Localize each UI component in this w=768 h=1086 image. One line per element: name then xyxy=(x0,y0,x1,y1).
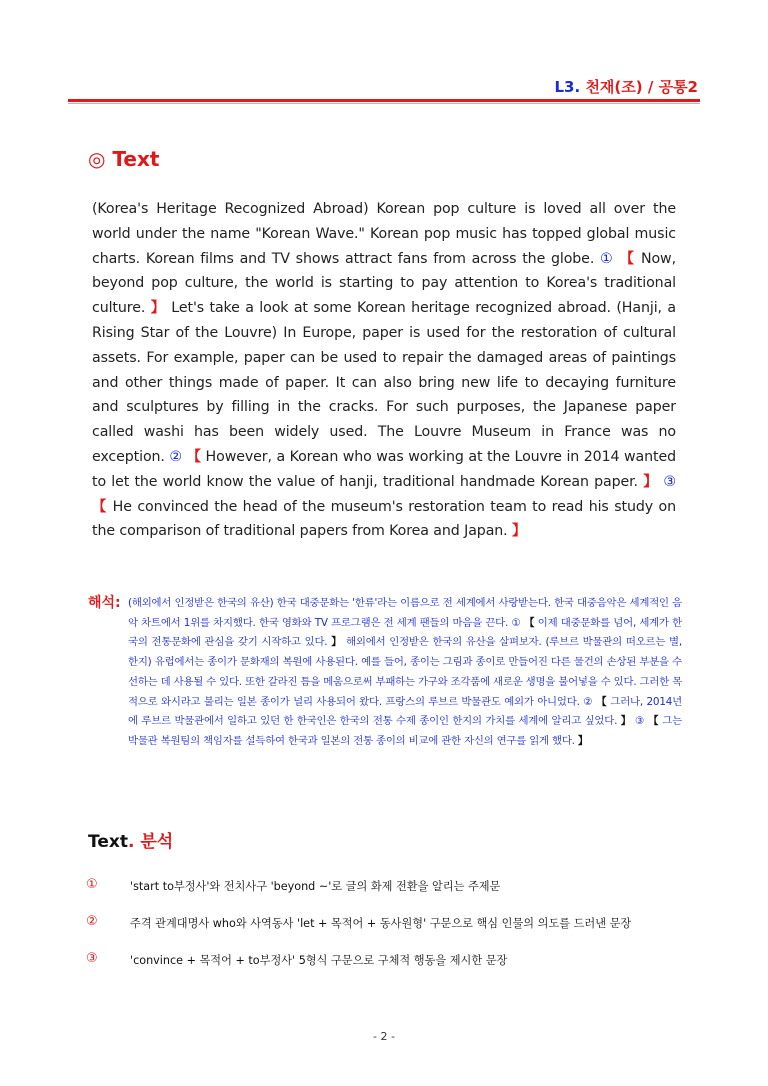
analysis-text: 'start to부정사'와 전치사구 'beyond ~'로 글의 화제 전환을 알리는 주제문 xyxy=(130,880,501,893)
analysis-title-suffix: . 분석 xyxy=(127,832,174,852)
section-title-text: ◎ Text xyxy=(88,147,160,171)
translation-sentence-3: 그는 박물관 복원팀의 책임자를 설득하여 한국과 일본의 전통 종이의 비교에 관한 자신의 연구를 읽게 했다. xyxy=(128,715,682,747)
passage-seg2: Let's take a look at some Korean heritage recognized abroad. (Hanji, a Rising Star of the Louvre) In Europe, paper is used for the restoration of cultural assets. For example, paper can be used to repair the damaged areas of paintings and other things made of paper. It can also bring new life to decaying furniture and sculptures by filling in the cracks. For such purposes, the Japanese paper called washi has been widely used. The Louvre Museum in France was no exception. xyxy=(92,300,676,465)
translation-sentence-1: 이제 대중문화를 넘어, 세계가 한국의 전통문화에 관심을 갖기 시작하고 있다. xyxy=(128,616,683,649)
translation xyxy=(128,594,682,752)
header-rule-shadow xyxy=(68,103,700,104)
key-sentence-2: However, a Korean who was working at the Louvre in 2014 wanted to let the world know the value of hanji, traditional handmade Korean paper. xyxy=(92,448,676,490)
header-slash: / xyxy=(647,78,654,96)
analysis-number: ① xyxy=(86,877,98,892)
analysis-item xyxy=(86,877,696,914)
open-bracket: 【 xyxy=(524,616,535,629)
marker-2: ② xyxy=(169,448,183,465)
open-bracket: 【 xyxy=(92,498,108,515)
key-sentence-1: Now, beyond pop culture, the world is starting to pay attention to Korea's traditional culture. xyxy=(92,250,676,317)
analysis-item xyxy=(86,914,696,951)
translation-sentence-2: 그러나, 2014년에 루브르 박물관에서 일하고 있던 한 한국인은 한국의 전통 수제 종이인 한지의 가치를 세계에 알리고 싶었다. xyxy=(128,695,682,728)
analysis-number: ② xyxy=(86,914,98,929)
marker-3: ③ xyxy=(634,715,645,728)
common-label: 공통2 xyxy=(658,78,698,96)
marker-2: ② xyxy=(583,695,593,708)
publisher-label: 천재(조) xyxy=(585,78,643,96)
analysis-title xyxy=(88,827,173,852)
marker-3: ③ xyxy=(663,473,676,490)
analysis-text: 주격 관계대명사 who와 사역동사 'let + 목적어 + 동사원형' 구문으로 핵심 인물의 의도를 드러낸 문장 xyxy=(130,917,632,930)
header-rule xyxy=(68,99,700,102)
key-sentence-3: He convinced the head of the museum's restoration team to read his study on the comparison of traditional papers from Korea and Japan. xyxy=(92,498,676,540)
close-bracket: 】 xyxy=(643,473,659,490)
passage-seg1: (Korea's Heritage Recognized Abroad) Korean pop culture is loved all over the world under the name "Korean Wave." Korean pop music has topped global music charts. Korean films and TV shows attract fans from across the globe. xyxy=(92,201,676,267)
translation-label: 해석: xyxy=(88,595,121,611)
marker-1: ① xyxy=(600,250,614,267)
translation-seg2: 해외에서 인정받은 한국의 유산을 살펴보자. (루브르 박물관의 떠오르는 별, 한지) 유럽에서는 종이가 문화재의 복원에 사용된다. 예를 들어, 종이는 그림과 종이로 만들어진 다른 물건의 손상된 부분을 수선하는 데 사용될 수 있다. 또한 갈라진 틈을 메움으로써 부패하는 가구와 조각품에 새로운 생명을 불어넣을 수 있다. 그러한 목적으로 와시라고 불리는 일본 종이가 널리 사용되어 왔다. 프랑스의 루브르 박물관도 예외가 아니었다. xyxy=(128,636,682,708)
page-number: - 2 - xyxy=(373,1030,395,1043)
close-bracket: 】 xyxy=(331,636,343,649)
analysis-list xyxy=(86,877,696,988)
passage xyxy=(92,197,676,544)
analysis-item xyxy=(86,951,696,988)
close-bracket: 】 xyxy=(620,715,632,728)
close-bracket: 】 xyxy=(150,300,166,317)
analysis-title-text: Text xyxy=(88,832,128,852)
analysis-number: ③ xyxy=(86,951,98,966)
open-bracket: 【 xyxy=(619,250,636,267)
analysis-text: 'convince + 목적어 + to부정사' 5형식 구문으로 구체적 행동을 제시한 문장 xyxy=(130,954,508,967)
open-bracket: 【 xyxy=(186,448,201,465)
close-bracket: 】 xyxy=(512,523,527,540)
marker-1: ① xyxy=(511,616,521,629)
translation-seg1: (해외에서 인정받은 한국의 유산) 한국 대중문화는 '한류'라는 이름으로 전 세계에서 사랑받는다. 한국 대중음악은 세계적인 음악 차트에서 1위를 차지했다. 한국 영화와 TV 프로그램은 전 세계 팬들의 마음을 끈다. xyxy=(128,597,682,629)
page-header xyxy=(555,76,699,97)
lesson-label: L3. xyxy=(554,78,581,96)
close-bracket: 】 xyxy=(577,734,589,747)
open-bracket: 【 xyxy=(648,715,659,728)
open-bracket: 【 xyxy=(596,695,607,708)
